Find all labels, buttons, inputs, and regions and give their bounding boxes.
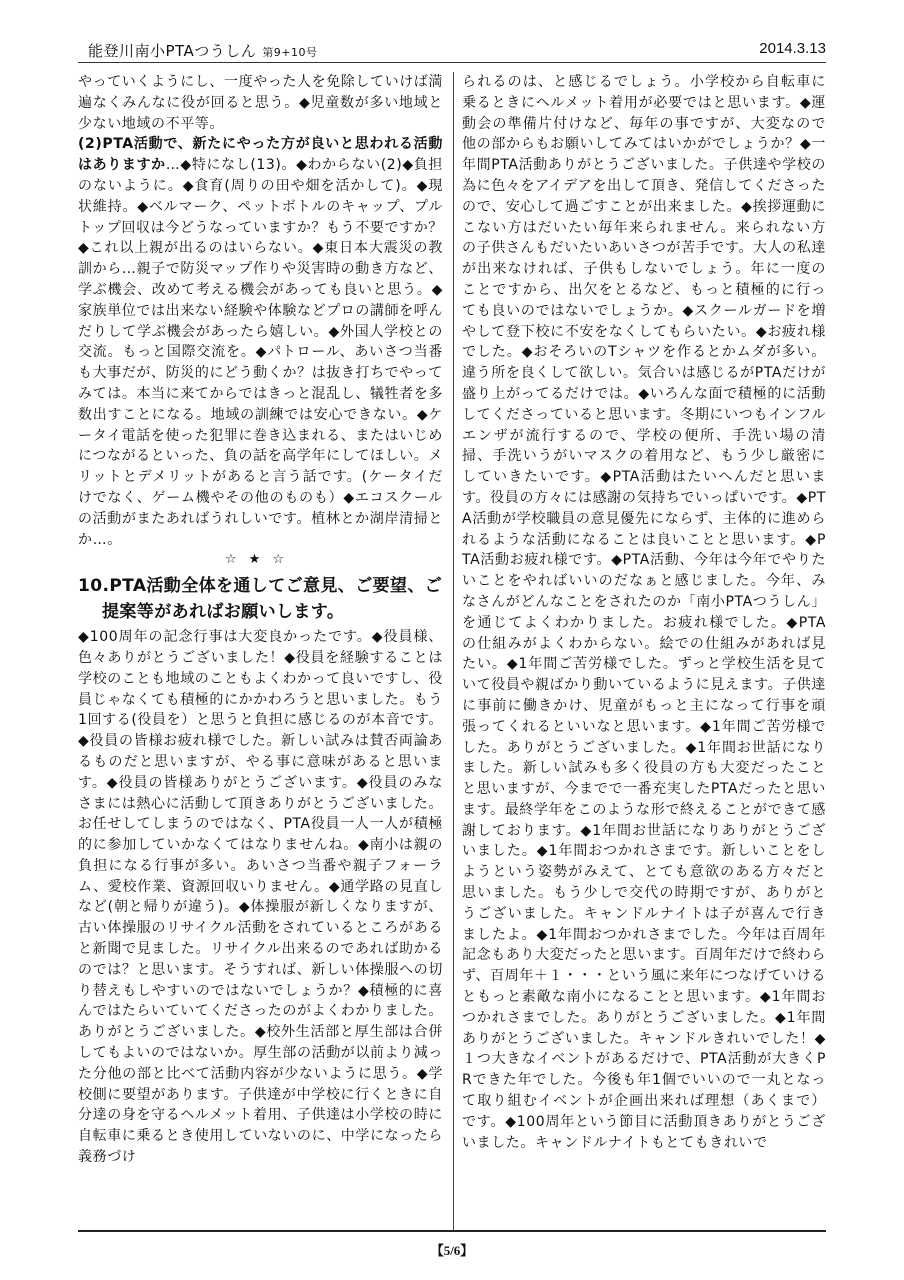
header-rule xyxy=(78,62,826,63)
star-divider: ☆★☆ xyxy=(225,552,296,568)
section-heading xyxy=(78,573,443,625)
question-heading: (2)PTA活動で、新たにやった方が良いと思われる活動はありますか xyxy=(78,136,443,174)
question-answers: …◆特になし(13)。◆わからない(2)◆負担のないように。◆食育(周りの田や畑を活かして)。◆現状維持。◆ベルマーク、ペットボトルのキャップ、プルトップ回収は今どうなっていますか？もう不要ですか？◆これ以上親が出るのはいらない。◆東日本大震災の教訓から…親子で防災マップ作りや災害時の動き方など、学ぶ機会、改めて考える機会があっても良いと思う。◆家族単位では出来ない経験や体験などプロの講師を呼んだりして学ぶ機会があったら嬉しい。◆外国人学校との交流。もっと国際交流を。◆パトロール、あいさつ当番も大事だが、防災的にどう動くか？は抜き打ちでやってみては。本当に来てからではきっと混乱し、犠牲者を多数出すことになる。地域の訓練では安心できない。◆ケータイ電話を使った犯罪に巻き込まれる、またはいじめにつながるといった、負の話を高学年にしてほしい。メリットとデメリットがあると言う話です。(ケータイだけでなく、ゲーム機やその他のものも）◆エコスクールの活動がまたあればうれしいです。植林とか湖岸清掃とか…。 xyxy=(78,157,443,548)
right-column xyxy=(462,72,826,1220)
paragraph: ◆100周年の記念行事は大変良かったです。◆役員様、色々ありがとうございました！◆役員を経験することは学校のことも地域のこともよくわかって良いですし、役員じゃなくても積極的にかかわろうと思いました。もう1回する(役員を）と思うと負担に感じるのが本音です。◆役員の皆様お疲れ様でした。新しい試みは賛否両論あるものだと思いますが、やる事に意味があると思います。◆役員の皆様ありがとうございます。◆役員のみなさまには熱心に活動して頂きありがとうございました。お任せしてしまうのではなく、PTA役員一人一人が積極的に参加していかなくてはなりませんね。◆南小は親の負担になる行事が多い。あいさつ当番や親子フォーラム、愛校作業、資源回収いりません。◆通学路の見直しなど(朝と帰りが違う)。◆体操服が新しくなりますが、古い体操服のリサイクル活動をされているところがあると新聞で見ました。リサイクル出来るのであれば助かるのでは？と思います。そうすれば、新しい体操服への切り替えもしやすいのではないでしょうか？◆積極的に喜んではたらいていてくださったのがよくわかりました。ありがとうございました。◆校外生活部と厚生部は合併してもよいのではないか。厚生部の活動が以前より減った分他の部と比べて活動内容が少ないように思う。◆学校側に要望があります。子供達が中学校に行くときに自分達の身を守るヘルメット着用、子供達は小学校の時に自転車に乗るとき使用していないのに、中学になったら義務づけ xyxy=(78,629,443,1166)
section-heading-line2: 提案等があればお願いします。 xyxy=(102,602,345,623)
paragraph: やっていくようにし、一度やった人を免除していけば満遍なくみんなに役が回ると思う。◆児童数が多い地域と少ない地域の不平等。 xyxy=(78,74,443,132)
paragraph: られるのは、と感じるでしょう。小学校から自転車に乗るときにヘルメット着用が必要ではと思います。◆運動会の準備片付けなど、毎年の事ですが、大変なので他の部からもお願いしてみてはいかがでしょうか？◆一年間PTA活動ありがとうございました。子供達や学校の為に色々をアイデアを出して頂き、発信してくださったので、安心して過ごすことが出来ました。◆挨拶運動にこない方はだいたい毎年来られません。来られない方の子供さんもだいたいあいさつが苦手です。大人の私達が出来なければ、子供もしないでしょう。年に一度のことですから、出欠をとるなど、もっと積極的に行っても良いのではないでしょうか。◆スクールガードを増やして登下校に不安をなくしてもらいたい。◆お疲れ様でした。◆おそろいのTシャツを作るとかムダが多い。違う所を良くして欲しい。気合いは感じるがPTAだけが盛り上がってるだけでは。◆いろんな面で積極的に活動してくださっていると思います。冬期にいつもインフルエンザが流行するので、学校の便所、手洗い場の清掃、手洗いうがいマスクの着用など、もう少し厳密にしていきたいです。◆PTA活動はたいへんだと思います。役員の方々には感謝の気持ちでいっぱいです。◆PTA活動が学校職員の意見優先にならず、主体的に進められるような活動になることは良いことと思います。◆PTA活動お疲れ様です。◆PTA活動、今年は今年でやりたいことをやればいいのだなぁと感じました。今年、みなさんがどんなことをされたのか「南小PTAつうしん」を通じてよくわかりました。お疲れ様でした。◆PTA の仕組みがよくわからない。絵での仕組みがあれば見たい。◆1年間ご苦労様でした。ずっと学校生活を見ていて役員や親ばかり動いているように見えます。子供達に事前に働きかけ、児童がもっと主になって行事を頑張ってくれるといいなと思います。◆1年間ご苦労様でした。ありがとうございました。◆1年間お世話になりました。新しい試みも多く役員の方も大変だったことと思いますが、今までで一番充実したPTAだったと思います。最終学年をこのような形で終えることができて感謝しております。◆1年間お世話になりありがとうございました。◆1年間おつかれさまです。新しいことをしようという姿勢がみえて、とても意欲のある方々だと思いました。もう少しで交代の時期ですが、ありがとうございました。キャンドルナイトは子が喜んで行きましたよ。◆1年間おつかれさまでした。今年は百周年記念もあり大変だったと思います。百周年だけで終わらず、百周年＋１・・・という風に来年につなげていけるともっと素敵な南小になることと思います。◆1年間おつかれさまでした。ありがとうございました。◆1年間ありがとうございました。キャンドルきれいでした！◆１つ大きなイベントがあるだけで、PTA活動が大きくPRできた年でした。今後も年1個でいいので一丸となって取り組むイベントが企画出来れば理想（あくまで）です。◆100周年という節目に活動頂きありがとうございました。キャンドルナイトもとてもきれいで xyxy=(462,74,826,1151)
issue-number: 第9+10号 xyxy=(262,46,318,59)
newsletter-title-text: 能登川南小PTAつうしん xyxy=(88,42,257,60)
left-column xyxy=(78,72,443,1220)
footer-rule xyxy=(78,1230,826,1232)
issue-date: 2014.3.13 xyxy=(759,40,826,57)
page-number: 【5/6】 xyxy=(430,1243,474,1258)
column-divider xyxy=(453,72,454,1232)
section-heading-line1: 10.PTA活動全体を通してご意見、ご要望、ご xyxy=(78,576,443,597)
question-2 xyxy=(78,134,443,550)
newsletter-title xyxy=(88,40,318,61)
